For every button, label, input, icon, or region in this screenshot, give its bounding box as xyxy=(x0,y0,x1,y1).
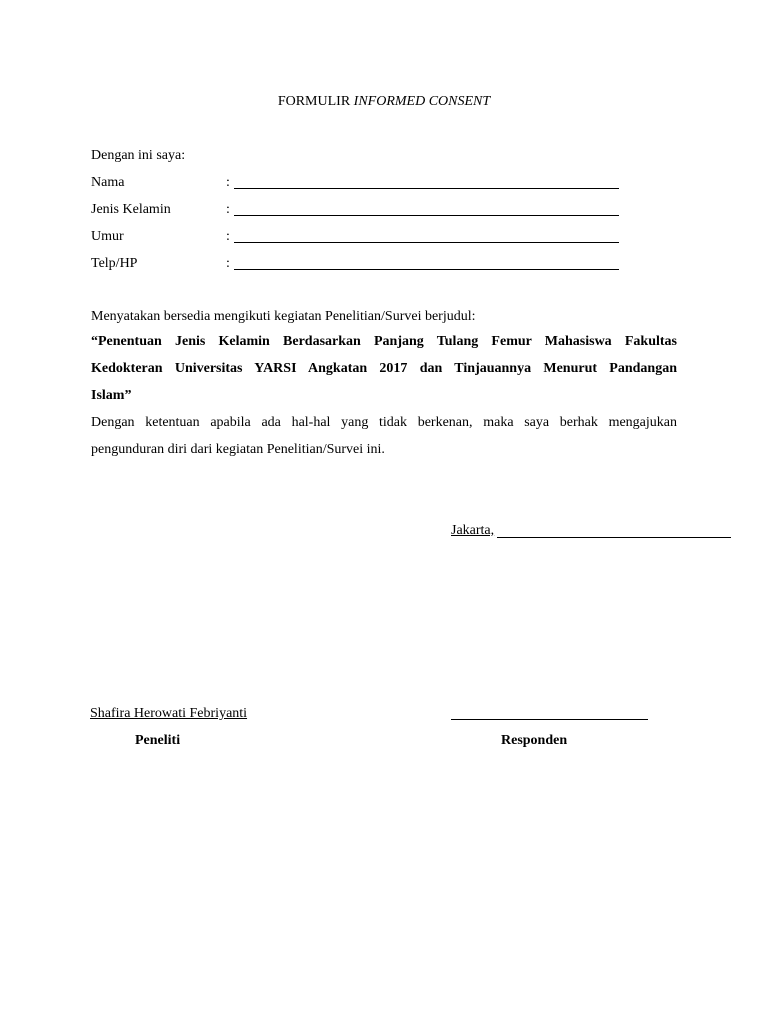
statement-text: Menyatakan bersedia mengikuti kegiatan Penelitian/Survei berjudul: xyxy=(91,309,476,324)
researcher-role: Peneliti xyxy=(135,733,181,748)
field-colon-name: : xyxy=(226,175,230,190)
condition-paragraph xyxy=(91,409,677,463)
field-blank-age[interactable] xyxy=(234,242,619,243)
field-blank-gender[interactable] xyxy=(234,215,619,216)
place-label: Jakarta, xyxy=(451,523,495,538)
form-title-main: FORMULIR xyxy=(277,94,354,109)
research-title-line-1: “Penentuan Jenis Kelamin Berdasarkan Panjang Tulang Femur Mahasiswa Fakultas xyxy=(91,334,677,349)
condition-line-2: pengunduran diri dari kegiatan Penelitian/Survei ini. xyxy=(91,442,385,457)
respondent-signature-line[interactable] xyxy=(451,719,648,720)
form-title-italic: INFORMED CONSENT xyxy=(353,94,491,109)
field-label-gender: Jenis Kelamin xyxy=(91,202,171,217)
date-blank[interactable] xyxy=(497,537,731,538)
intro-text: Dengan ini saya: xyxy=(91,148,186,163)
respondent-role: Responden xyxy=(501,733,568,748)
form-title xyxy=(0,93,768,111)
research-title xyxy=(91,328,677,409)
research-title-line-2: Kedokteran Universitas YARSI Angkatan 2017 dan Tinjauannya Menurut Pandangan xyxy=(91,361,677,376)
researcher-name: Shafira Herowati Febriyanti xyxy=(90,706,248,721)
field-blank-phone[interactable] xyxy=(234,269,619,270)
field-label-name: Nama xyxy=(91,175,125,190)
condition-line-1: Dengan ketentuan apabila ada hal-hal yang tidak berkenan, maka saya berhak mengajukan xyxy=(91,415,677,430)
field-label-age: Umur xyxy=(91,229,124,244)
field-colon-gender: : xyxy=(226,202,230,217)
field-colon-phone: : xyxy=(226,256,230,271)
research-title-line-3: Islam” xyxy=(91,388,132,403)
field-colon-age: : xyxy=(226,229,230,244)
field-blank-name[interactable] xyxy=(234,188,619,189)
field-label-phone: Telp/HP xyxy=(91,256,138,271)
